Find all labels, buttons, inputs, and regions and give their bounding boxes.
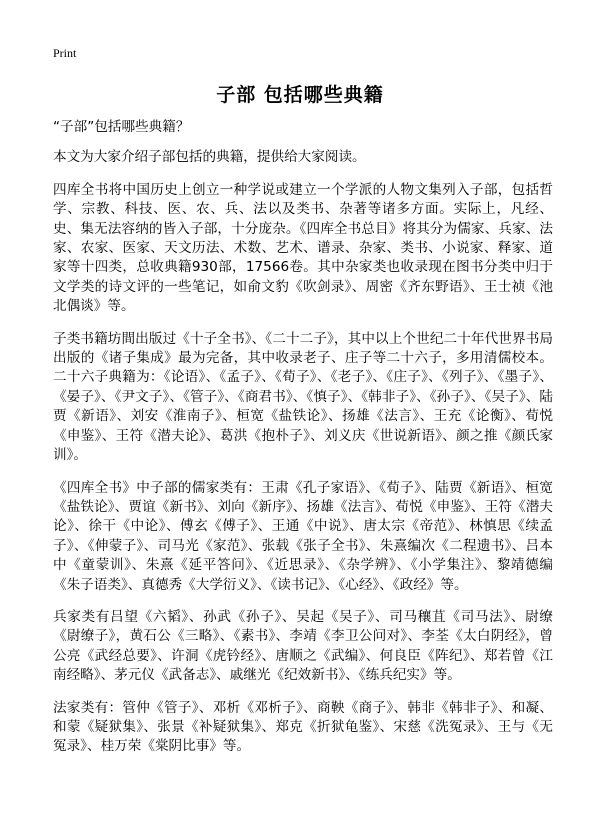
paragraph-intro: 本文为大家介绍子部包括的典籍，提供给大家阅读。 — [53, 149, 366, 166]
paragraph-collections: 子类书籍坊間出版过《十子全书》、《二十二子》，其中以上个世纪二十年代世界书局出版的《诸子集成》最为完备，其中收录老子、庄子等二十六子，多用清儒校本。二十六子典籍为：《论语》、《孟子》、《荀子》、《老子》、《庄子》、《列子》、《墨子》、《晏子》、《尹文子》、《管子》、《商君书》、《慎子》、《韩非子》、《孙子》、《吴子》、陆贾《新语》、刘安《淮南子》、桓宽《盐铁论》、扬雄《法言》、王充《论衡》、荀悦《申鉴》、王符《潜夫论》、葛洪《抱朴子》、刘义庆《世说新语》、颜之推《颜氏家训》。 — [53, 330, 553, 464]
paragraph-legalist: 法家类有：管仲《管子》、邓析《邓析子》、商鞅《商子》、韩非《韩非子》、和凝、和蒙《疑狱集》、张景《补疑狱集》、郑克《折狱龟鉴》、宋慈《洗冤录》、王与《无冤录》、桂万荣《棠阴比事》等。 — [53, 699, 553, 755]
page-title: 子部 包括哪些典籍 — [216, 84, 384, 106]
paragraph-overview: 四库全书将中国历史上创立一种学说或建立一个学派的人物文集列入子部，包括哲学、宗教、科技、医、农、兵、法以及类书、杂著等诸多方面。实际上，凡经、史、集无法容纳的皆入子部，十分庞杂。《四库全书总目》将其分为儒家、兵家、法家、农家、医家、天文历法、术数、艺术、谱录、杂家、类书、小说家、释家、道家等十四类，总收典籍930部，17566卷。其中杂家类也收录现在图书分类中归于文学类的诗文评的一些笔记，如俞文豹《吹剑录》、周密《齐东野语》、王士祯《池北偶谈》等。 — [53, 181, 553, 315]
print-link[interactable]: Print — [53, 46, 77, 60]
paragraph-military: 兵家类有吕望《六韬》、孙武《孙子》、吴起《吴子》、司马穰苴《司马法》、尉缭《尉缭子》，黄石公《三略》、《素书》、李靖《李卫公问对》、李荃《太白阴经》，曾公亮《武经总要》、许洞《虎钤经》、唐顺之《武编》、何良臣《阵纪》、郑若曾《江南经略》、茅元仪《武备志》、戚继光《纪效新书》、《练兵纪实》等。 — [53, 608, 553, 684]
paragraph-confucian: 《四库全书》中子部的儒家类有：王肃《孔子家语》、《荀子》、陆贾《新语》、桓宽《盐铁论》、贾谊《新书》、刘向《新序》、扬雄《法言》、荀悦《申鉴》、王符《潜夫论》、徐干《中论》、傅玄《傅子》、王通《中说》、唐太宗《帝范》、林慎思《续孟子》、《伸蒙子》、司马光《家范》、张载《张子全书》、朱熹编次《二程遗书》、吕本中《童蒙训》、朱熹《延平答问》、《近思录》、《杂学辨》、《小学集注》、黎靖德编《朱子语类》、真德秀《大学衍义》、《读书记》、《心经》、《政经》等。 — [53, 479, 553, 593]
article-body — [53, 118, 553, 770]
paragraph-question: “子部”包括哪些典籍？ — [53, 119, 190, 135]
